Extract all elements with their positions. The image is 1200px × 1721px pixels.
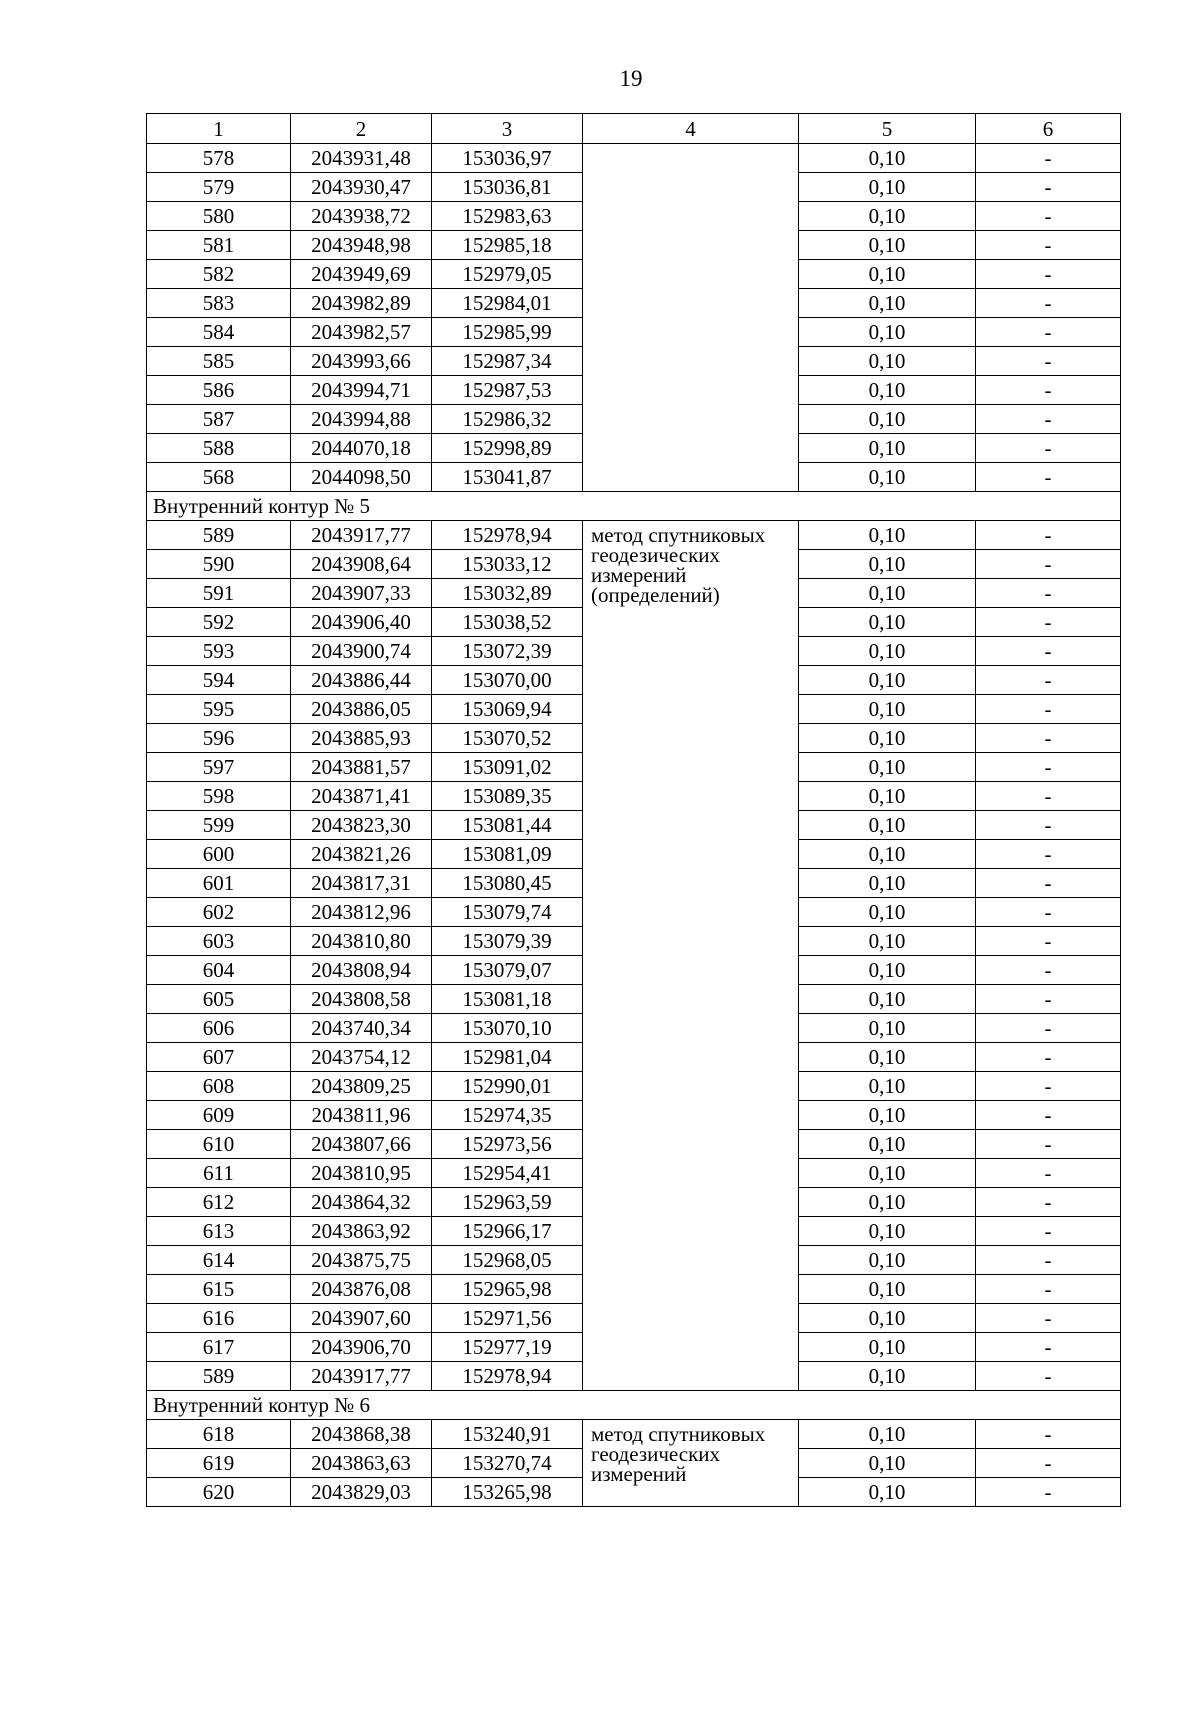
- x-coordinate-cell: 2043754,12: [291, 1043, 432, 1072]
- x-coordinate-cell: 2043938,72: [291, 202, 432, 231]
- accuracy-cell: 0,10: [799, 1130, 976, 1159]
- note-cell: -: [976, 1072, 1121, 1101]
- y-coordinate-cell: 152981,04: [432, 1043, 583, 1072]
- point-number-cell: 609: [147, 1101, 291, 1130]
- x-coordinate-cell: 2043808,58: [291, 985, 432, 1014]
- section-title: Внутренний контур № 6: [147, 1391, 1121, 1420]
- x-coordinate-cell: 2043906,70: [291, 1333, 432, 1362]
- x-coordinate-cell: 2043994,88: [291, 405, 432, 434]
- x-coordinate-cell: 2043982,89: [291, 289, 432, 318]
- point-number-cell: 617: [147, 1333, 291, 1362]
- x-coordinate-cell: 2043917,77: [291, 521, 432, 550]
- x-coordinate-cell: 2043886,05: [291, 695, 432, 724]
- x-coordinate-cell: 2043864,32: [291, 1188, 432, 1217]
- accuracy-cell: 0,10: [799, 173, 976, 202]
- note-cell: -: [976, 1101, 1121, 1130]
- x-coordinate-cell: 2043906,40: [291, 608, 432, 637]
- x-coordinate-cell: 2043821,26: [291, 840, 432, 869]
- y-coordinate-cell: 153265,98: [432, 1478, 583, 1507]
- point-number-cell: 606: [147, 1014, 291, 1043]
- note-cell: -: [976, 898, 1121, 927]
- point-number-cell: 589: [147, 1362, 291, 1391]
- note-cell: -: [976, 1304, 1121, 1333]
- accuracy-cell: 0,10: [799, 1449, 976, 1478]
- column-header-6: 6: [976, 114, 1121, 144]
- note-cell: -: [976, 347, 1121, 376]
- accuracy-cell: 0,10: [799, 144, 976, 173]
- note-cell: -: [976, 782, 1121, 811]
- y-coordinate-cell: 153032,89: [432, 579, 583, 608]
- accuracy-cell: 0,10: [799, 463, 976, 492]
- x-coordinate-cell: 2043863,63: [291, 1449, 432, 1478]
- x-coordinate-cell: 2043931,48: [291, 144, 432, 173]
- x-coordinate-cell: 2043817,31: [291, 869, 432, 898]
- y-coordinate-cell: 152986,32: [432, 405, 583, 434]
- point-number-cell: 580: [147, 202, 291, 231]
- y-coordinate-cell: 152963,59: [432, 1188, 583, 1217]
- method-cell: [583, 521, 799, 1391]
- method-text-line: измерений: [591, 563, 687, 587]
- x-coordinate-cell: 2043886,44: [291, 666, 432, 695]
- note-cell: -: [976, 579, 1121, 608]
- note-cell: -: [976, 1014, 1121, 1043]
- point-number-cell: 605: [147, 985, 291, 1014]
- y-coordinate-cell: 153069,94: [432, 695, 583, 724]
- x-coordinate-cell: 2043812,96: [291, 898, 432, 927]
- page-number: 19: [619, 66, 643, 91]
- accuracy-cell: 0,10: [799, 202, 976, 231]
- table-row: [147, 1420, 1121, 1449]
- column-header-1: 1: [147, 114, 291, 144]
- accuracy-cell: 0,10: [799, 1304, 976, 1333]
- accuracy-cell: 0,10: [799, 927, 976, 956]
- note-cell: -: [976, 724, 1121, 753]
- note-cell: -: [976, 260, 1121, 289]
- y-coordinate-cell: 153240,91: [432, 1420, 583, 1449]
- x-coordinate-cell: 2043949,69: [291, 260, 432, 289]
- point-number-cell: 588: [147, 434, 291, 463]
- accuracy-cell: 0,10: [799, 1159, 976, 1188]
- column-header-4: 4: [583, 114, 799, 144]
- point-number-cell: 594: [147, 666, 291, 695]
- point-number-cell: 612: [147, 1188, 291, 1217]
- x-coordinate-cell: 2043809,25: [291, 1072, 432, 1101]
- x-coordinate-cell: 2043811,96: [291, 1101, 432, 1130]
- note-cell: -: [976, 811, 1121, 840]
- x-coordinate-cell: 2043808,94: [291, 956, 432, 985]
- note-cell: -: [976, 985, 1121, 1014]
- point-number-cell: 603: [147, 927, 291, 956]
- point-number-cell: 596: [147, 724, 291, 753]
- x-coordinate-cell: 2043993,66: [291, 347, 432, 376]
- accuracy-cell: 0,10: [799, 376, 976, 405]
- note-cell: -: [976, 173, 1121, 202]
- point-number-cell: 583: [147, 289, 291, 318]
- point-number-cell: 620: [147, 1478, 291, 1507]
- point-number-cell: 579: [147, 173, 291, 202]
- table-row: [147, 144, 1121, 173]
- x-coordinate-cell: 2043823,30: [291, 811, 432, 840]
- x-coordinate-cell: 2044098,50: [291, 463, 432, 492]
- method-text-line: геодезических: [591, 1442, 721, 1466]
- y-coordinate-cell: 152985,99: [432, 318, 583, 347]
- note-cell: -: [976, 1478, 1121, 1507]
- point-number-cell: 581: [147, 231, 291, 260]
- column-header-2: 2: [291, 114, 432, 144]
- method-cell: [583, 1420, 799, 1507]
- point-number-cell: 610: [147, 1130, 291, 1159]
- x-coordinate-cell: 2043885,93: [291, 724, 432, 753]
- point-number-cell: 595: [147, 695, 291, 724]
- accuracy-cell: 0,10: [799, 666, 976, 695]
- accuracy-cell: 0,10: [799, 637, 976, 666]
- point-number-cell: 600: [147, 840, 291, 869]
- y-coordinate-cell: 153080,45: [432, 869, 583, 898]
- accuracy-cell: 0,10: [799, 724, 976, 753]
- x-coordinate-cell: 2043740,34: [291, 1014, 432, 1043]
- y-coordinate-cell: 152987,53: [432, 376, 583, 405]
- x-coordinate-cell: 2043868,38: [291, 1420, 432, 1449]
- note-cell: -: [976, 1130, 1121, 1159]
- method-text-line: метод спутниковых: [591, 1422, 766, 1446]
- note-cell: -: [976, 144, 1121, 173]
- accuracy-cell: 0,10: [799, 521, 976, 550]
- y-coordinate-cell: 152979,05: [432, 260, 583, 289]
- y-coordinate-cell: 153091,02: [432, 753, 583, 782]
- point-number-cell: 593: [147, 637, 291, 666]
- accuracy-cell: 0,10: [799, 1246, 976, 1275]
- point-number-cell: 601: [147, 869, 291, 898]
- x-coordinate-cell: 2043829,03: [291, 1478, 432, 1507]
- x-coordinate-cell: 2043948,98: [291, 231, 432, 260]
- column-header-5: 5: [799, 114, 976, 144]
- x-coordinate-cell: 2043994,71: [291, 376, 432, 405]
- y-coordinate-cell: 153036,81: [432, 173, 583, 202]
- y-coordinate-cell: 152978,94: [432, 521, 583, 550]
- x-coordinate-cell: 2043908,64: [291, 550, 432, 579]
- point-number-cell: 589: [147, 521, 291, 550]
- note-cell: -: [976, 840, 1121, 869]
- note-cell: -: [976, 1275, 1121, 1304]
- x-coordinate-cell: 2044070,18: [291, 434, 432, 463]
- point-number-cell: 568: [147, 463, 291, 492]
- y-coordinate-cell: 152966,17: [432, 1217, 583, 1246]
- section-title-row: [147, 492, 1121, 521]
- y-coordinate-cell: 152998,89: [432, 434, 583, 463]
- note-cell: -: [976, 434, 1121, 463]
- note-cell: -: [976, 1043, 1121, 1072]
- y-coordinate-cell: 153070,10: [432, 1014, 583, 1043]
- y-coordinate-cell: 153072,39: [432, 637, 583, 666]
- x-coordinate-cell: 2043810,80: [291, 927, 432, 956]
- x-coordinate-cell: 2043810,95: [291, 1159, 432, 1188]
- point-number-cell: 607: [147, 1043, 291, 1072]
- point-number-cell: 582: [147, 260, 291, 289]
- note-cell: -: [976, 1217, 1121, 1246]
- point-number-cell: 615: [147, 1275, 291, 1304]
- note-cell: -: [976, 463, 1121, 492]
- x-coordinate-cell: 2043876,08: [291, 1275, 432, 1304]
- accuracy-cell: 0,10: [799, 550, 976, 579]
- point-number-cell: 608: [147, 1072, 291, 1101]
- note-cell: -: [976, 869, 1121, 898]
- accuracy-cell: 0,10: [799, 318, 976, 347]
- accuracy-cell: 0,10: [799, 434, 976, 463]
- note-cell: -: [976, 637, 1121, 666]
- column-header-row: [147, 114, 1121, 144]
- accuracy-cell: 0,10: [799, 695, 976, 724]
- accuracy-cell: 0,10: [799, 956, 976, 985]
- point-number-cell: 578: [147, 144, 291, 173]
- accuracy-cell: 0,10: [799, 1275, 976, 1304]
- x-coordinate-cell: 2043881,57: [291, 753, 432, 782]
- point-number-cell: 587: [147, 405, 291, 434]
- y-coordinate-cell: 152978,94: [432, 1362, 583, 1391]
- y-coordinate-cell: 153081,09: [432, 840, 583, 869]
- accuracy-cell: 0,10: [799, 231, 976, 260]
- column-header-3: 3: [432, 114, 583, 144]
- x-coordinate-cell: 2043917,77: [291, 1362, 432, 1391]
- accuracy-cell: 0,10: [799, 985, 976, 1014]
- point-number-cell: 598: [147, 782, 291, 811]
- note-cell: -: [976, 289, 1121, 318]
- point-number-cell: 585: [147, 347, 291, 376]
- y-coordinate-cell: 153089,35: [432, 782, 583, 811]
- y-coordinate-cell: 152984,01: [432, 289, 583, 318]
- accuracy-cell: 0,10: [799, 811, 976, 840]
- coordinates-table: [146, 113, 1121, 1507]
- x-coordinate-cell: 2043875,75: [291, 1246, 432, 1275]
- note-cell: -: [976, 608, 1121, 637]
- y-coordinate-cell: 153070,52: [432, 724, 583, 753]
- point-number-cell: 592: [147, 608, 291, 637]
- note-cell: -: [976, 956, 1121, 985]
- method-cell: [583, 144, 799, 492]
- accuracy-cell: 0,10: [799, 898, 976, 927]
- y-coordinate-cell: 152974,35: [432, 1101, 583, 1130]
- accuracy-cell: 0,10: [799, 1362, 976, 1391]
- y-coordinate-cell: 153081,44: [432, 811, 583, 840]
- accuracy-cell: 0,10: [799, 579, 976, 608]
- note-cell: -: [976, 405, 1121, 434]
- note-cell: -: [976, 1333, 1121, 1362]
- accuracy-cell: 0,10: [799, 260, 976, 289]
- point-number-cell: 604: [147, 956, 291, 985]
- note-cell: -: [976, 753, 1121, 782]
- method-text-line: измерений: [591, 1462, 687, 1486]
- x-coordinate-cell: 2043807,66: [291, 1130, 432, 1159]
- y-coordinate-cell: 152954,41: [432, 1159, 583, 1188]
- y-coordinate-cell: 152973,56: [432, 1130, 583, 1159]
- note-cell: -: [976, 695, 1121, 724]
- point-number-cell: 597: [147, 753, 291, 782]
- note-cell: -: [976, 666, 1121, 695]
- note-cell: -: [976, 376, 1121, 405]
- point-number-cell: 614: [147, 1246, 291, 1275]
- section-title-row: [147, 1391, 1121, 1420]
- accuracy-cell: 0,10: [799, 1014, 976, 1043]
- accuracy-cell: 0,10: [799, 782, 976, 811]
- x-coordinate-cell: 2043900,74: [291, 637, 432, 666]
- note-cell: -: [976, 927, 1121, 956]
- note-cell: -: [976, 1362, 1121, 1391]
- y-coordinate-cell: 153038,52: [432, 608, 583, 637]
- x-coordinate-cell: 2043930,47: [291, 173, 432, 202]
- note-cell: -: [976, 1188, 1121, 1217]
- note-cell: -: [976, 202, 1121, 231]
- point-number-cell: 591: [147, 579, 291, 608]
- accuracy-cell: 0,10: [799, 347, 976, 376]
- y-coordinate-cell: 152985,18: [432, 231, 583, 260]
- table-row: [147, 521, 1121, 550]
- point-number-cell: 584: [147, 318, 291, 347]
- point-number-cell: 613: [147, 1217, 291, 1246]
- method-text-line: (определений): [591, 583, 720, 607]
- point-number-cell: 618: [147, 1420, 291, 1449]
- y-coordinate-cell: 153036,97: [432, 144, 583, 173]
- y-coordinate-cell: 152965,98: [432, 1275, 583, 1304]
- y-coordinate-cell: 153270,74: [432, 1449, 583, 1478]
- note-cell: -: [976, 1420, 1121, 1449]
- accuracy-cell: 0,10: [799, 405, 976, 434]
- point-number-cell: 590: [147, 550, 291, 579]
- accuracy-cell: 0,10: [799, 1333, 976, 1362]
- note-cell: -: [976, 1449, 1121, 1478]
- y-coordinate-cell: 152990,01: [432, 1072, 583, 1101]
- accuracy-cell: 0,10: [799, 1478, 976, 1507]
- point-number-cell: 586: [147, 376, 291, 405]
- y-coordinate-cell: 153070,00: [432, 666, 583, 695]
- accuracy-cell: 0,10: [799, 1101, 976, 1130]
- method-text-line: метод спутниковых: [591, 523, 766, 547]
- y-coordinate-cell: 152968,05: [432, 1246, 583, 1275]
- accuracy-cell: 0,10: [799, 753, 976, 782]
- accuracy-cell: 0,10: [799, 869, 976, 898]
- y-coordinate-cell: 153079,39: [432, 927, 583, 956]
- x-coordinate-cell: 2043907,60: [291, 1304, 432, 1333]
- y-coordinate-cell: 153079,07: [432, 956, 583, 985]
- accuracy-cell: 0,10: [799, 1043, 976, 1072]
- y-coordinate-cell: 153081,18: [432, 985, 583, 1014]
- y-coordinate-cell: 152983,63: [432, 202, 583, 231]
- y-coordinate-cell: 153041,87: [432, 463, 583, 492]
- point-number-cell: 616: [147, 1304, 291, 1333]
- accuracy-cell: 0,10: [799, 1188, 976, 1217]
- accuracy-cell: 0,10: [799, 1420, 976, 1449]
- y-coordinate-cell: 152971,56: [432, 1304, 583, 1333]
- point-number-cell: 599: [147, 811, 291, 840]
- y-coordinate-cell: 152977,19: [432, 1333, 583, 1362]
- method-text-line: геодезических: [591, 543, 721, 567]
- point-number-cell: 602: [147, 898, 291, 927]
- accuracy-cell: 0,10: [799, 840, 976, 869]
- coordinates-table-body: [147, 114, 1121, 1507]
- note-cell: -: [976, 1159, 1121, 1188]
- note-cell: -: [976, 550, 1121, 579]
- y-coordinate-cell: 153033,12: [432, 550, 583, 579]
- y-coordinate-cell: 152987,34: [432, 347, 583, 376]
- note-cell: -: [976, 1246, 1121, 1275]
- x-coordinate-cell: 2043871,41: [291, 782, 432, 811]
- note-cell: -: [976, 318, 1121, 347]
- y-coordinate-cell: 153079,74: [432, 898, 583, 927]
- x-coordinate-cell: 2043863,92: [291, 1217, 432, 1246]
- accuracy-cell: 0,10: [799, 289, 976, 318]
- note-cell: -: [976, 521, 1121, 550]
- accuracy-cell: 0,10: [799, 1072, 976, 1101]
- point-number-cell: 619: [147, 1449, 291, 1478]
- section-title: Внутренний контур № 5: [147, 492, 1121, 521]
- point-number-cell: 611: [147, 1159, 291, 1188]
- accuracy-cell: 0,10: [799, 608, 976, 637]
- x-coordinate-cell: 2043907,33: [291, 579, 432, 608]
- x-coordinate-cell: 2043982,57: [291, 318, 432, 347]
- note-cell: -: [976, 231, 1121, 260]
- accuracy-cell: 0,10: [799, 1217, 976, 1246]
